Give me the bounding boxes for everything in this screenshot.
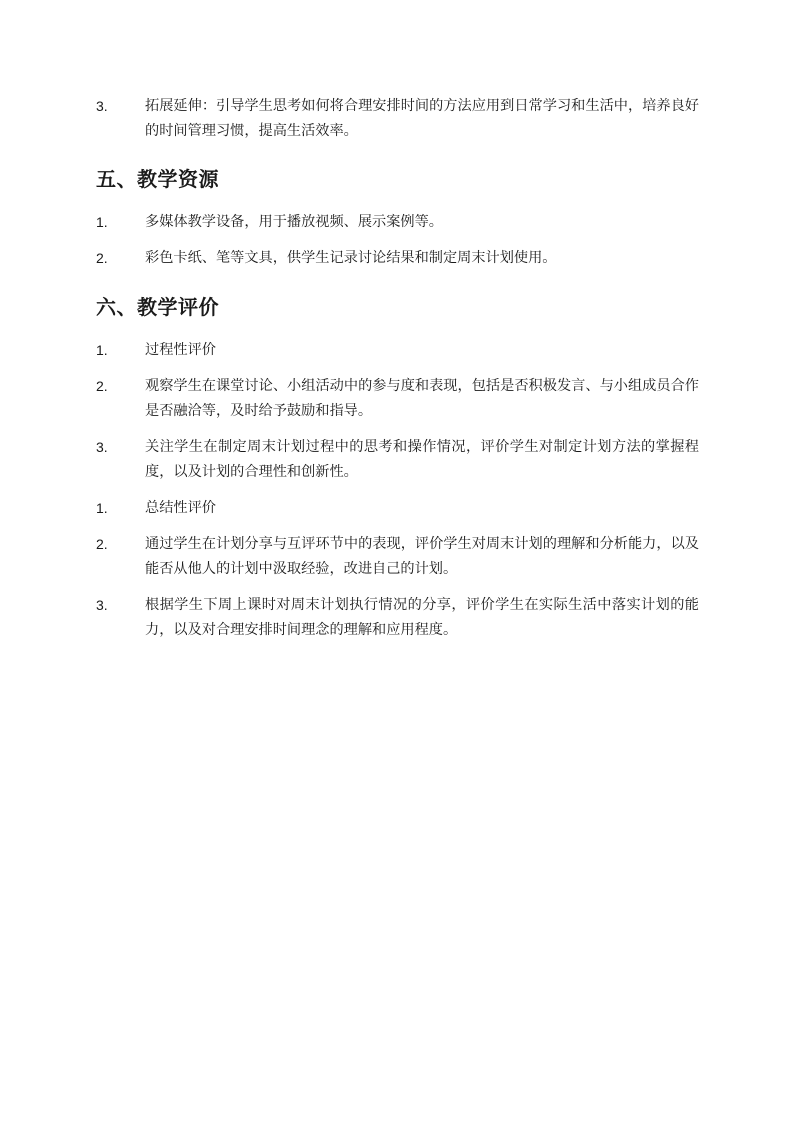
list-item [96, 210, 699, 235]
list-number: 2. [96, 378, 108, 394]
list-text: 过程性评价 [145, 342, 216, 358]
list-item [96, 435, 699, 485]
list-item [96, 593, 699, 643]
list-text: 根据学生下周上课时对周末计划执行情况的分享，评价学生在实际生活中落实计划的能力，以及对合理安排时间理念的理解和应用程度。 [145, 597, 699, 638]
list-text: 关注学生在制定周末计划过程中的思考和操作情况，评价学生对制定计划方法的掌握程度，以及计划的合理性和创新性。 [145, 439, 699, 480]
list-number: 2. [96, 250, 108, 266]
list-text: 彩色卡纸、笔等文具，供学生记录讨论结果和制定周末计划使用。 [145, 250, 557, 266]
list-number: 1. [96, 500, 108, 516]
list-text: 观察学生在课堂讨论、小组活动中的参与度和表现，包括是否积极发言、与小组成员合作是否融洽等，及时给予鼓励和指导。 [145, 378, 699, 419]
list-item [96, 374, 699, 424]
list-text: 通过学生在计划分享与互评环节中的表现，评价学生对周末计划的理解和分析能力，以及能否从他人的计划中汲取经验，改进自己的计划。 [145, 536, 699, 577]
list-item [96, 532, 699, 582]
list-item [96, 496, 699, 521]
list-item [96, 338, 699, 363]
list-number: 1. [96, 214, 108, 230]
section-heading-resources: 五、教学资源 [96, 167, 219, 191]
list-number: 3. [96, 439, 108, 455]
list-text: 总结性评价 [145, 500, 216, 516]
list-text: 多媒体教学设备，用于播放视频、展示案例等。 [145, 214, 443, 230]
list-number: 2. [96, 536, 108, 552]
list-number: 3. [96, 98, 108, 114]
section-heading-evaluation: 六、教学评价 [96, 295, 219, 319]
list-number: 3. [96, 597, 108, 613]
list-item [96, 246, 699, 271]
list-text: 拓展延伸：引导学生思考如何将合理安排时间的方法应用到日常学习和生活中，培养良好的时间管理习惯，提高生活效率。 [145, 98, 699, 139]
list-item [96, 94, 699, 144]
list-number: 1. [96, 342, 108, 358]
